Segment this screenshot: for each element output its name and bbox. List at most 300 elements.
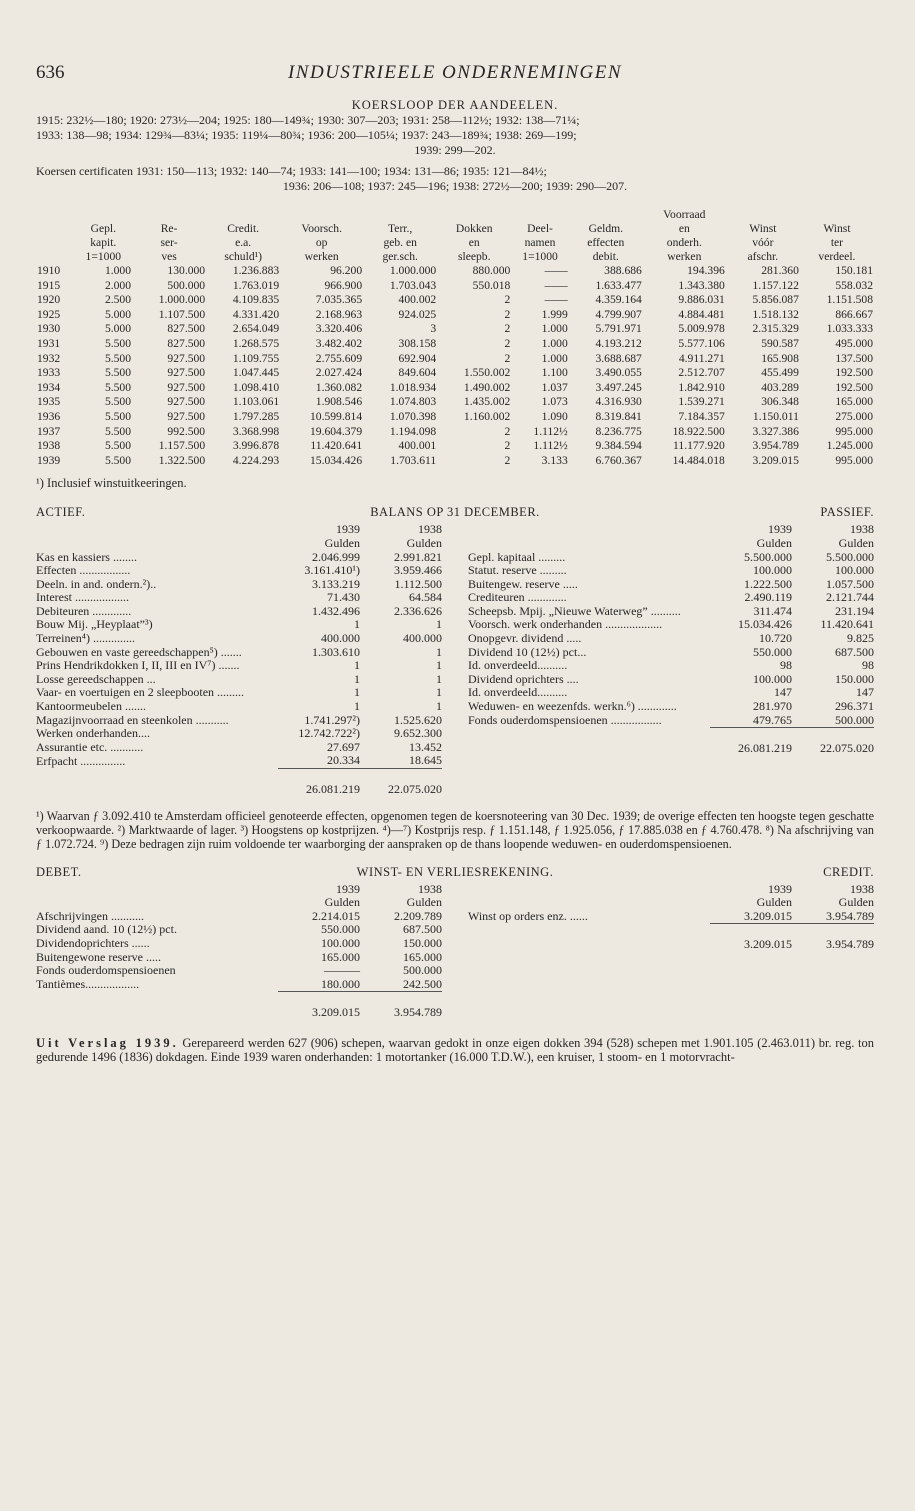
history-value-cell: 2 — [504, 453, 511, 467]
history-year-cell: 1936 — [37, 409, 61, 423]
ledger-amount: 180.000 — [321, 976, 360, 991]
ledger-row — [468, 700, 874, 714]
ledger-amount: 100.000 — [753, 563, 792, 578]
history-value-cell: 827.500 — [167, 322, 206, 336]
ledger-amount: 3.954.789 — [826, 908, 874, 923]
ledger-amount: 100.000 — [753, 671, 792, 686]
ledger-row — [36, 741, 442, 755]
history-value-cell: 1.112½ — [533, 424, 568, 438]
history-value-cell: 3.368.998 — [232, 424, 280, 438]
ledger-label: Winst op orders enz. ...... — [468, 909, 588, 924]
ledger-amount: 1 — [354, 658, 360, 673]
koersloop-line: 1933: 138—98; 1934: 129¾—83¼; 1935: 119¼—80¾; 1936: 200—105¼; 1937: 243—189¾; 1938: 269—199; — [36, 128, 577, 142]
history-value-cell: 827.500 — [167, 336, 206, 350]
ledger-label: Losse gereedschappen ... — [36, 671, 156, 686]
history-value-cell: 1.908.546 — [315, 395, 363, 409]
ledger-row — [468, 632, 874, 646]
history-header-cell: ter — [830, 236, 844, 249]
history-value-cell: 1.703.611 — [390, 453, 437, 467]
history-value-cell: 1.150.011 — [752, 409, 799, 423]
history-value-cell: 19.604.379 — [309, 424, 363, 438]
history-value-cell: 165.908 — [761, 351, 799, 365]
ledger-label: Fonds ouderdomspensioenen — [36, 963, 176, 978]
history-value-cell: 96.200 — [330, 264, 363, 277]
ledger-label: Magazijnvoorraad en steenkolen ........... — [36, 712, 229, 727]
ledger-amount: 3.161.410¹) — [304, 563, 360, 578]
history-value-cell: 1.268.575 — [232, 336, 280, 350]
history-value-cell: 281.360 — [761, 264, 799, 277]
history-row — [36, 366, 874, 381]
history-value-cell: 400.001 — [398, 439, 437, 453]
history-header-cell: werken — [667, 250, 702, 263]
ledger-amount: 20.334 — [327, 753, 360, 768]
history-header-cell: debit. — [592, 250, 619, 263]
history-header-cell — [437, 208, 511, 222]
history-value-cell: 692.904 — [398, 351, 437, 365]
certificaten-line: 1936: 206—108; 1937: 245—196; 1938: 272½—200; 1939: 290—207. — [282, 179, 628, 193]
running-title: INDUSTRIEELE ONDERNEMINGEN — [287, 62, 622, 83]
history-value-cell: 5.000 — [104, 322, 132, 336]
history-value-cell: 1.490.002 — [463, 380, 511, 394]
history-value-cell: 1.000 — [541, 351, 568, 365]
ledger-label: Fonds ouderdomspensioenen ................. — [468, 713, 662, 728]
history-value-cell: 2 — [504, 336, 511, 350]
koersloop-line: 1915: 232½—180; 1920: 273½—204; 1925: 180—149¾; 1930: 307—203; 1931: 258—112½; 1932: 138—71¼; — [36, 113, 580, 127]
history-value-cell: 3.497.245 — [595, 380, 642, 394]
ledger-amount: 400.000 — [403, 631, 442, 646]
history-value-cell: 4.331.420 — [232, 307, 280, 321]
history-value-cell: 2.168.963 — [315, 307, 363, 321]
ledger-amount: 1.222.500 — [744, 576, 792, 591]
ledger-amount: 9.652.300 — [394, 726, 442, 741]
history-header-cell — [800, 208, 874, 222]
passief-side — [468, 523, 874, 796]
history-header-cell: Winst — [823, 222, 851, 235]
history-value-cell: 4.316.930 — [595, 395, 642, 409]
ledger-label: Terreinen⁴) .............. — [36, 631, 135, 646]
ledger-label: Debiteuren ............. — [36, 603, 132, 618]
actief-title: ACTIEF. — [36, 505, 86, 520]
history-value-cell: 4.193.212 — [595, 336, 642, 350]
history-value-cell: 2.315.329 — [752, 322, 799, 336]
history-value-cell: 1.360.082 — [315, 380, 363, 394]
history-value-cell: 5.500 — [104, 453, 132, 467]
history-value-cell: 590.587 — [761, 336, 799, 350]
ledger-amount: 1 — [436, 685, 442, 700]
ledger-total: 22.075.020 — [792, 728, 874, 756]
ledger-row — [36, 964, 442, 978]
ledger-amount: 550.000 — [321, 922, 360, 937]
ledger-label: Weduwen- en weezenfds. werkn.⁶) ............. — [468, 699, 677, 714]
history-value-cell: 1.236.883 — [232, 264, 280, 277]
ledger-total: 26.081.219 — [710, 728, 792, 756]
history-value-cell: 11.420.641 — [310, 439, 363, 453]
history-value-cell: —— — [544, 278, 568, 292]
ledger-row — [468, 910, 874, 924]
history-value-cell: —— — [544, 293, 568, 307]
balans-title: BALANS OP 31 DECEMBER. — [370, 505, 540, 520]
koersloop-line: 1939: 299—202. — [414, 143, 496, 157]
history-value-cell: 3.954.789 — [752, 439, 799, 453]
ledger-amount: 15.034.426 — [738, 617, 792, 632]
ledger-amount: 1 — [354, 617, 360, 632]
history-header-cell — [511, 208, 568, 222]
ledger-total-row — [36, 992, 442, 1020]
ledger-total-spacer — [36, 992, 278, 1020]
history-header-cell: schuld¹) — [224, 250, 262, 263]
ledger-row — [36, 551, 442, 565]
unit-header: Gulden — [756, 895, 792, 910]
ledger-row — [36, 673, 442, 687]
ledger-row — [36, 910, 442, 924]
ledger-label: Statut. reserve ......... — [468, 563, 567, 578]
ledger-label: Voorsch. werk onderhanden ................... — [468, 617, 663, 632]
history-year-cell: 1931 — [37, 336, 61, 350]
history-year-cell: 1933 — [37, 366, 61, 380]
history-value-cell: 3.209.015 — [752, 453, 799, 467]
history-year-cell: 1938 — [37, 439, 61, 453]
history-value-cell: 2.027.424 — [315, 366, 363, 380]
history-value-cell: 1.763.019 — [232, 278, 280, 292]
history-value-cell: 6.760.367 — [595, 453, 642, 467]
history-header-cell: Geldm. — [588, 222, 624, 235]
ledger-label: Prins Hendrikdokken I, II, III en IV⁷) ....... — [36, 658, 240, 673]
history-header-cell: werken — [304, 250, 339, 263]
history-value-cell: 995.000 — [835, 424, 873, 438]
year-header: 1938 — [418, 522, 442, 537]
ledger-amount: 2.121.744 — [826, 590, 874, 605]
history-value-cell: 165.000 — [835, 395, 873, 409]
ledger-total: 3.209.015 — [710, 924, 792, 952]
history-value-cell: 966.900 — [324, 278, 363, 292]
history-value-cell: 388.686 — [604, 264, 642, 277]
ledger-amount: 147 — [856, 685, 874, 700]
ledger-row — [36, 700, 442, 714]
history-value-cell: 1.842.910 — [678, 380, 725, 394]
verslag-heading: Uit Verslag 1939. — [36, 1035, 179, 1050]
history-value-cell: 1.194.098 — [389, 424, 437, 438]
history-value-cell: 1.550.002 — [463, 366, 511, 380]
history-year-cell: 1910 — [37, 264, 61, 277]
history-value-cell: 1.703.043 — [389, 278, 437, 292]
ledger-amount: 296.371 — [835, 699, 874, 714]
ledger-amount: 12.742.722²) — [298, 726, 360, 741]
unit-header: Gulden — [406, 535, 442, 550]
balans-footnotes: ¹) Waarvan ƒ 3.092.410 te Amsterdam officieel genoteerde effecten, opgenomen tegen de koersnoteering van 30 Dec. 1939; de overige effecten ten hoogste tegen geschatte verkoopwaarde. ²) Marktwaarde of lager. ³) Hoogstens op kostprijzen. ⁴)—⁷) Kostprijs resp. ƒ 1.151.148, ƒ 1.925.056, ƒ 17.885.038 en ƒ 4.760.478. ⁸) Na afschrijving van ƒ 1.072.724. ⁹) Deze bedragen zijn ruim voldoende ter waarborging der aanspraken op de thans loopende weduwen- en ouderdomspensioenen. — [36, 808, 874, 851]
ledger-amount: 1.741.297²) — [304, 712, 360, 727]
history-header-cell: 1=1000 — [522, 250, 558, 263]
history-value-cell: 1.107.500 — [158, 307, 206, 321]
year-header: 1939 — [768, 881, 792, 896]
history-value-cell: 1.037 — [541, 380, 568, 394]
history-header-cell: 1=1000 — [85, 250, 122, 263]
ledger-row — [36, 591, 442, 605]
history-value-cell: 4.884.481 — [678, 307, 725, 321]
actief-side — [36, 523, 442, 796]
history-header-cell: effecten — [587, 236, 625, 249]
history-value-cell: 3.490.055 — [595, 366, 642, 380]
ledger-row — [468, 714, 874, 728]
credit-title: CREDIT. — [823, 864, 874, 879]
ledger-label: Gepl. kapitaal ......... — [468, 549, 566, 564]
ledger-row — [36, 646, 442, 660]
history-value-cell: 1.033.333 — [826, 322, 873, 336]
history-value-cell: 137.500 — [835, 351, 873, 365]
history-value-cell: 3.133 — [541, 453, 568, 467]
history-value-cell: 924.025 — [398, 307, 437, 321]
history-value-cell: 8.319.841 — [595, 409, 642, 423]
history-header-cell: onderh. — [666, 236, 702, 249]
ledger-row — [468, 591, 874, 605]
ledger-row — [468, 618, 874, 632]
history-value-cell: 3.320.406 — [315, 322, 363, 336]
ledger-total-spacer — [468, 924, 710, 952]
history-header-row — [36, 236, 874, 250]
ledger-amount: 2.209.789 — [394, 908, 442, 923]
history-header-cell — [726, 208, 800, 222]
history-value-cell: 495.000 — [835, 336, 873, 350]
ledger-amount: 2.336.626 — [394, 603, 442, 618]
history-value-cell: 5.500 — [104, 366, 132, 380]
history-header-cell: Terr., — [388, 222, 413, 235]
year-header: 1939 — [336, 881, 360, 896]
ledger-row — [468, 578, 874, 592]
ledger-total: 22.075.020 — [360, 769, 442, 797]
history-year-cell: 1925 — [37, 307, 61, 321]
history-value-cell: 1.047.445 — [232, 366, 280, 380]
year-header: 1939 — [768, 522, 792, 537]
ledger-row — [36, 618, 442, 632]
history-value-cell: 1.073 — [541, 395, 568, 409]
history-value-cell: 1.157.500 — [158, 439, 206, 453]
history-value-cell: 7.184.357 — [678, 409, 725, 423]
history-value-cell: 2 — [504, 439, 511, 453]
history-header-cell — [132, 208, 206, 222]
ledger-row — [36, 686, 442, 700]
ledger-label: Crediteuren ............. — [468, 590, 567, 605]
ledger-amount: 242.500 — [403, 976, 442, 991]
history-header-cell — [363, 208, 437, 222]
verslag-text: Gerepareerd werden 627 (906) schepen, waarvan gedokt in onze eigen dokken 394 (528) schepen met 1.901.105 (2.463.011) br. reg. ton gedurende 1496 (1836) dokdagen. Einde 1939 waren onderhanden: 1 motortanker (16.000 T.D.W.), een kruiser, 1 stoom- en 1 motorvracht- — [36, 1035, 875, 1064]
history-header-cell: afschr. — [747, 250, 779, 263]
history-row — [36, 395, 874, 410]
history-value-cell: 880.000 — [472, 264, 511, 277]
ledger-label: Kas en kassiers ........ — [36, 549, 137, 564]
ledger-amount: 1 — [354, 685, 360, 700]
ledger-row — [468, 686, 874, 700]
ledger-amount: 165.000 — [321, 949, 360, 964]
ledger-label: Buitengew. reserve ..... — [468, 576, 578, 591]
debet-side — [36, 883, 442, 1020]
ledger-total: 3.954.789 — [360, 992, 442, 1020]
history-value-cell: 1.160.002 — [463, 409, 511, 423]
ledger-amount: 150.000 — [835, 671, 874, 686]
history-value-cell: 3.327.386 — [752, 424, 799, 438]
history-value-cell: 2 — [504, 293, 511, 307]
ledger-amount: 1 — [436, 644, 442, 659]
history-header-row — [36, 222, 874, 236]
history-row — [36, 279, 874, 294]
history-header-cell: ves — [161, 250, 177, 263]
ledger-amount: 100.000 — [835, 563, 874, 578]
history-value-cell: 2 — [504, 424, 511, 438]
history-value-cell: 1.633.477 — [595, 278, 642, 292]
history-value-cell: 455.499 — [761, 366, 799, 380]
ledger-row — [36, 578, 442, 592]
history-value-cell: 1.245.000 — [826, 439, 873, 453]
history-value-cell: 927.500 — [167, 351, 206, 365]
ledger-amount: 13.452 — [409, 739, 442, 754]
history-row — [36, 352, 874, 367]
history-value-cell: 2.512.707 — [678, 366, 725, 380]
ledger-label: Dividend oprichters .... — [468, 671, 579, 686]
ledger-amount: 550.000 — [753, 644, 792, 659]
ledger-label: Deeln. in and. ondern.²).. — [36, 576, 157, 591]
history-value-cell: 927.500 — [167, 395, 206, 409]
ledger-row — [36, 714, 442, 728]
ledger-amount: 2.991.821 — [394, 549, 442, 564]
ledger-amount: 687.500 — [835, 644, 874, 659]
history-value-cell: 5.856.087 — [752, 293, 799, 307]
debet-title: DEBET. — [36, 864, 82, 879]
history-value-cell: 11.177.920 — [673, 439, 725, 453]
history-header-cell — [75, 208, 132, 222]
ledger-amount: 1 — [436, 617, 442, 632]
history-header-cell — [36, 208, 75, 222]
history-value-cell: 866.667 — [835, 307, 873, 321]
history-header-cell — [36, 222, 75, 236]
history-value-cell: 5.500 — [104, 409, 132, 423]
history-year-cell: 1937 — [37, 424, 61, 438]
koersloop-section — [36, 98, 874, 194]
history-value-cell: 5.500 — [104, 351, 132, 365]
ledger-amount: 9.825 — [847, 631, 874, 646]
ledger-amount: 2.046.999 — [312, 549, 360, 564]
ledger-amount: 1.303.610 — [312, 644, 360, 659]
ledger-amount: 27.697 — [327, 739, 360, 754]
history-row — [36, 322, 874, 337]
ledger-amount: 1 — [436, 658, 442, 673]
ledger-amount: 281.970 — [753, 699, 792, 714]
ledger-label: Afschrijvingen ........... — [36, 908, 144, 923]
history-value-cell: 7.035.365 — [315, 293, 363, 307]
history-value-cell: 2.000 — [104, 278, 132, 292]
history-value-cell: 927.500 — [167, 366, 206, 380]
ledger-amount: 2.214.015 — [312, 908, 360, 923]
ledger-amount: 18.645 — [409, 753, 442, 768]
history-value-cell: 2 — [504, 351, 511, 365]
history-header-cell: Re- — [160, 222, 178, 235]
ledger-label: Assurantie etc. ........... — [36, 739, 144, 754]
ledger-amount: 5.500.000 — [744, 549, 792, 564]
ledger-amount: 11.420.641 — [820, 617, 874, 632]
ledger-label: Effecten ................. — [36, 563, 131, 578]
history-value-cell: 1.539.271 — [678, 395, 725, 409]
history-value-cell: 5.577.106 — [678, 336, 725, 350]
ledger-label: Dividend aand. 10 (12½) pct. — [36, 922, 177, 937]
history-value-cell: 1.112½ — [533, 439, 568, 453]
ledger-row — [36, 564, 442, 578]
history-year-cell: 1915 — [37, 278, 61, 292]
history-value-cell: 5.500 — [104, 336, 132, 350]
history-row — [36, 293, 874, 308]
unit-header: Gulden — [756, 535, 792, 550]
ledger-label: Buitengewone reserve ..... — [36, 949, 161, 964]
history-header-cell: kapit. — [90, 236, 117, 249]
history-header-cell: Voorsch. — [301, 222, 342, 235]
history-value-cell: 1.000.000 — [389, 264, 437, 277]
ledger-total-row — [36, 769, 442, 797]
ledger-amount: 3.133.219 — [312, 576, 360, 591]
ledger-amount: 1.525.620 — [394, 712, 442, 727]
ledger-amount: 3.959.466 — [394, 563, 442, 578]
history-value-cell: 3.482.402 — [315, 336, 363, 350]
history-value-cell: 5.500 — [104, 439, 132, 453]
ledger-row — [468, 673, 874, 687]
history-value-cell: 1.100 — [541, 366, 568, 380]
ledger-label: Dividend 10 (12½) pct... — [468, 644, 587, 659]
ledger-total: 3.209.015 — [278, 992, 360, 1020]
history-header-cell: Winst — [749, 222, 777, 235]
history-year-cell: 1939 — [37, 453, 61, 467]
history-value-cell: 3 — [430, 322, 437, 336]
history-value-cell: 1.518.132 — [752, 307, 799, 321]
history-value-cell: 1.074.803 — [389, 395, 437, 409]
history-header-cell: e.a. — [235, 236, 252, 249]
history-header-cell: en — [468, 236, 480, 249]
history-year-cell: 1920 — [37, 293, 61, 307]
ledger-label: Bouw Mij. „Heyplaat”³) — [36, 617, 153, 632]
history-row — [36, 425, 874, 440]
ledger-row — [468, 605, 874, 619]
wv-title: WINST- EN VERLIESREKENING. — [356, 864, 554, 879]
history-header-cell: op — [315, 236, 328, 249]
history-value-cell: 5.500 — [104, 424, 132, 438]
history-header-row — [36, 208, 874, 222]
ledger-label: Vaar- en voertuigen en 2 sleepbooten ......... — [36, 685, 245, 700]
history-value-cell: 3.688.687 — [595, 351, 642, 365]
history-value-cell: 1.000.000 — [158, 293, 206, 307]
year-header: 1939 — [336, 522, 360, 537]
ledger-amount: 165.000 — [403, 949, 442, 964]
history-header-cell: Gepl. — [90, 222, 117, 235]
history-header-cell: ger.sch. — [382, 250, 418, 263]
ledger-amount: 150.000 — [403, 935, 442, 950]
history-value-cell: 1.151.508 — [826, 293, 873, 307]
ledger-amount: 400.000 — [321, 631, 360, 646]
ledger-amount: 1 — [436, 699, 442, 714]
verslag-paragraph — [36, 1036, 874, 1064]
wv-columns — [36, 883, 874, 1020]
history-value-cell: 10.599.814 — [309, 409, 363, 423]
ledger-row — [36, 923, 442, 937]
ledger-total-spacer — [36, 769, 278, 797]
ledger-amount: 1 — [354, 699, 360, 714]
ledger-total-row — [468, 728, 874, 756]
ledger-label: Tantièmes.................. — [36, 977, 140, 992]
history-value-cell: 1.000 — [104, 264, 132, 277]
history-header-cell: namen — [524, 236, 556, 249]
unit-header: Gulden — [406, 895, 442, 910]
history-value-cell: 400.002 — [398, 293, 437, 307]
history-value-cell: 5.500 — [104, 395, 132, 409]
history-row — [36, 454, 874, 469]
ledger-total-spacer — [468, 728, 710, 756]
ledger-label: Id. onverdeeld.......... — [468, 685, 568, 700]
certificaten-line: Koersen certificaten 1931: 150—113; 1932: 140—74; 1933: 141—100; 1934: 131—86; 1935: 121—84½; — [36, 164, 547, 178]
history-row — [36, 337, 874, 352]
ledger-row — [36, 951, 442, 965]
